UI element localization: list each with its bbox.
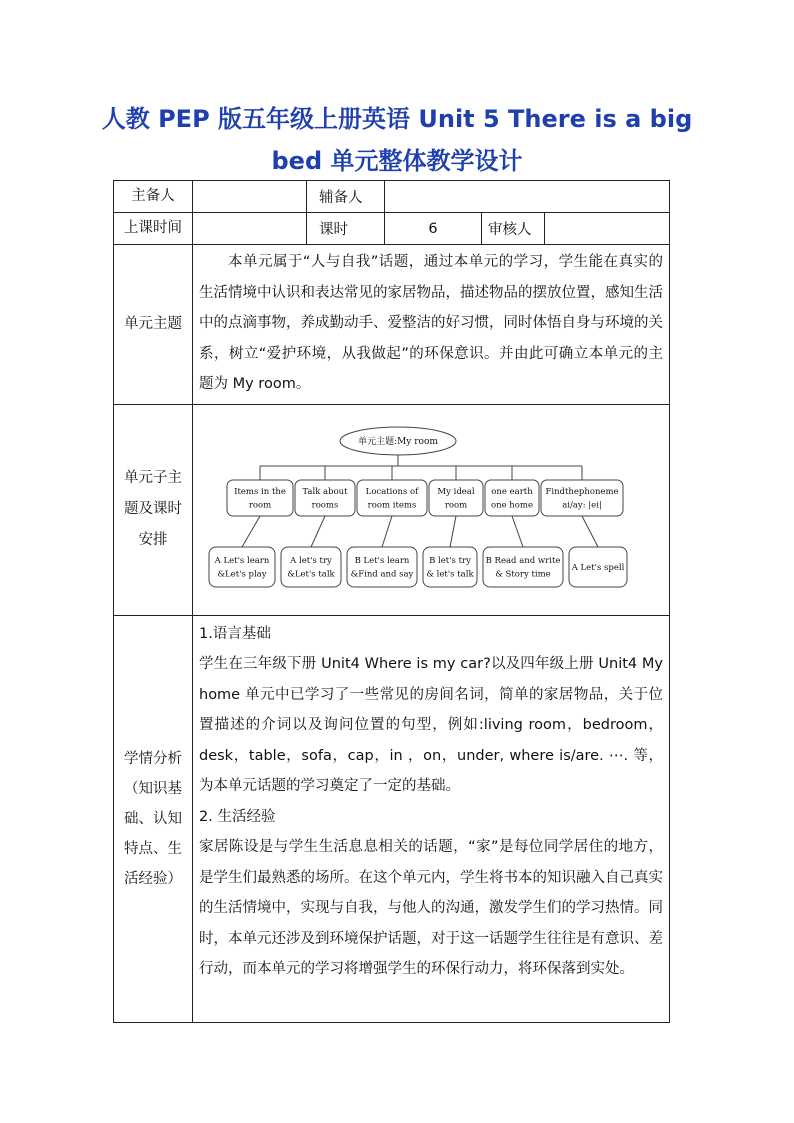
lesson-box bbox=[347, 547, 417, 587]
assistant-preparer-label: 辅备人 bbox=[307, 181, 385, 213]
topic-label: Locations of room items bbox=[365, 486, 419, 511]
life-experience-heading: 2. 生活经验 bbox=[199, 808, 276, 825]
subtheme-label-line-2: 题及课时 bbox=[124, 501, 182, 517]
lesson-connector bbox=[311, 516, 325, 547]
title-line-1: 人教 PEP 版五年级上册英语 Unit 5 There is a big bbox=[101, 105, 693, 133]
class-time-label: 上课时间 bbox=[114, 213, 193, 245]
title-line-2: bed 单元整体教学设计 bbox=[271, 147, 523, 175]
language-basis-paragraph: 学生在三年级下册 Unit4 Where is my car?以及四年级上册 Unit4 My home 单元中已学习了一些常见的房间名词，简单的家居物品，关于位置描述的介词以及询问位置的句型，例如:living room，bedroom，desk，table，sofa，cap，in ，on，under, where is/are. ⋯. 等，为本单元话题的学习奠定了一定的基础。 bbox=[199, 656, 664, 794]
topic-label: one earth one home bbox=[490, 486, 534, 511]
analysis-label-line-3: 础、认知 bbox=[124, 810, 182, 827]
root-label: 单元主题:My room bbox=[358, 436, 438, 447]
unit-theme-label: 单元主题 bbox=[114, 245, 193, 405]
periods-label: 课时 bbox=[307, 213, 385, 245]
analysis-label-line-2: （知识基 bbox=[124, 780, 182, 797]
assistant-preparer-value bbox=[385, 181, 670, 213]
lesson-label: B Read and write & Story time bbox=[485, 555, 561, 580]
life-experience-paragraph: 家居陈设是与学生生活息息相关的话题，“家”是每位同学居住的地方，是学生们最熟悉的场所。在这个单元内，学生将书本的知识融入自己真实的生活情境中，实现与自我，与他人的沟通，激发学生们的学习热情。同时，本单元还涉及到环境保护话题，对于这一话题学生往往是有意识、差行动，而本单元的学习将增强学生的环保行动力，将环保落到实处。 bbox=[199, 839, 664, 977]
subtheme-row bbox=[114, 404, 670, 615]
schedule-row bbox=[114, 213, 670, 245]
main-preparer-label: 主备人 bbox=[114, 181, 193, 213]
topic-label: Talk about rooms bbox=[302, 486, 348, 511]
lesson-plan-table bbox=[113, 180, 670, 1023]
unit-theme-text bbox=[193, 245, 670, 405]
language-basis-heading: 1.语言基础 bbox=[199, 625, 271, 642]
lesson-box bbox=[483, 547, 563, 587]
learner-analysis-row bbox=[114, 615, 670, 1022]
subtheme-diagram bbox=[193, 405, 668, 611]
unit-theme-paragraph: 本单元属于“人与自我”话题，通过本单元的学习，学生能在真实的生活情境中认识和表达常见的家居物品，描述物品的摆放位置，感知生活中的点滴事物，养成勤动手、爱整洁的好习惯，同时体悟自身与环境的关系，树立“爱护环境，从我做起”的环保意识。并由此可确立本单元的主题为 My room。 bbox=[199, 254, 664, 392]
lesson-label: A Let's learn &Let's play bbox=[214, 555, 270, 580]
lesson-box bbox=[423, 547, 477, 587]
learner-analysis-text bbox=[193, 615, 670, 1022]
lesson-connector bbox=[512, 516, 523, 547]
lesson-label: B let's try & let's talk bbox=[426, 555, 474, 580]
lesson-box bbox=[281, 547, 341, 587]
main-preparer-value bbox=[193, 181, 307, 213]
periods-value: 6 bbox=[385, 213, 482, 245]
unit-theme-row bbox=[114, 245, 670, 405]
topic-label: My ideal room bbox=[437, 486, 475, 511]
analysis-label-line-4: 特点、生 bbox=[124, 840, 182, 857]
lesson-label: A let's try &Let's talk bbox=[287, 555, 335, 580]
topic-label: Items in the room bbox=[234, 486, 286, 511]
subtheme-label bbox=[114, 404, 193, 615]
analysis-label-line-5: 活经验） bbox=[124, 870, 182, 887]
lesson-connector bbox=[582, 516, 598, 547]
lesson-box bbox=[209, 547, 275, 587]
lesson-connector bbox=[382, 516, 392, 547]
learner-analysis-label bbox=[114, 615, 193, 1022]
preparer-row bbox=[114, 181, 670, 213]
class-time-value bbox=[193, 213, 307, 245]
lesson-connector bbox=[242, 516, 260, 547]
subtheme-label-line-3: 安排 bbox=[138, 532, 168, 548]
reviewer-label: 审核人 bbox=[482, 213, 545, 245]
subtheme-diagram-cell bbox=[193, 404, 670, 615]
subtheme-label-line-1: 单元子主 bbox=[124, 470, 182, 486]
reviewer-value bbox=[545, 213, 670, 245]
lesson-connector bbox=[450, 516, 456, 547]
lesson-label: B Let's learn &Find and say bbox=[350, 555, 414, 580]
document-title bbox=[100, 98, 694, 182]
lesson-label: A Let's spell bbox=[571, 562, 625, 573]
analysis-label-line-1: 学情分析 bbox=[124, 750, 182, 767]
topic-label: Findthephoneme ai/ay: |ei| bbox=[545, 486, 619, 511]
